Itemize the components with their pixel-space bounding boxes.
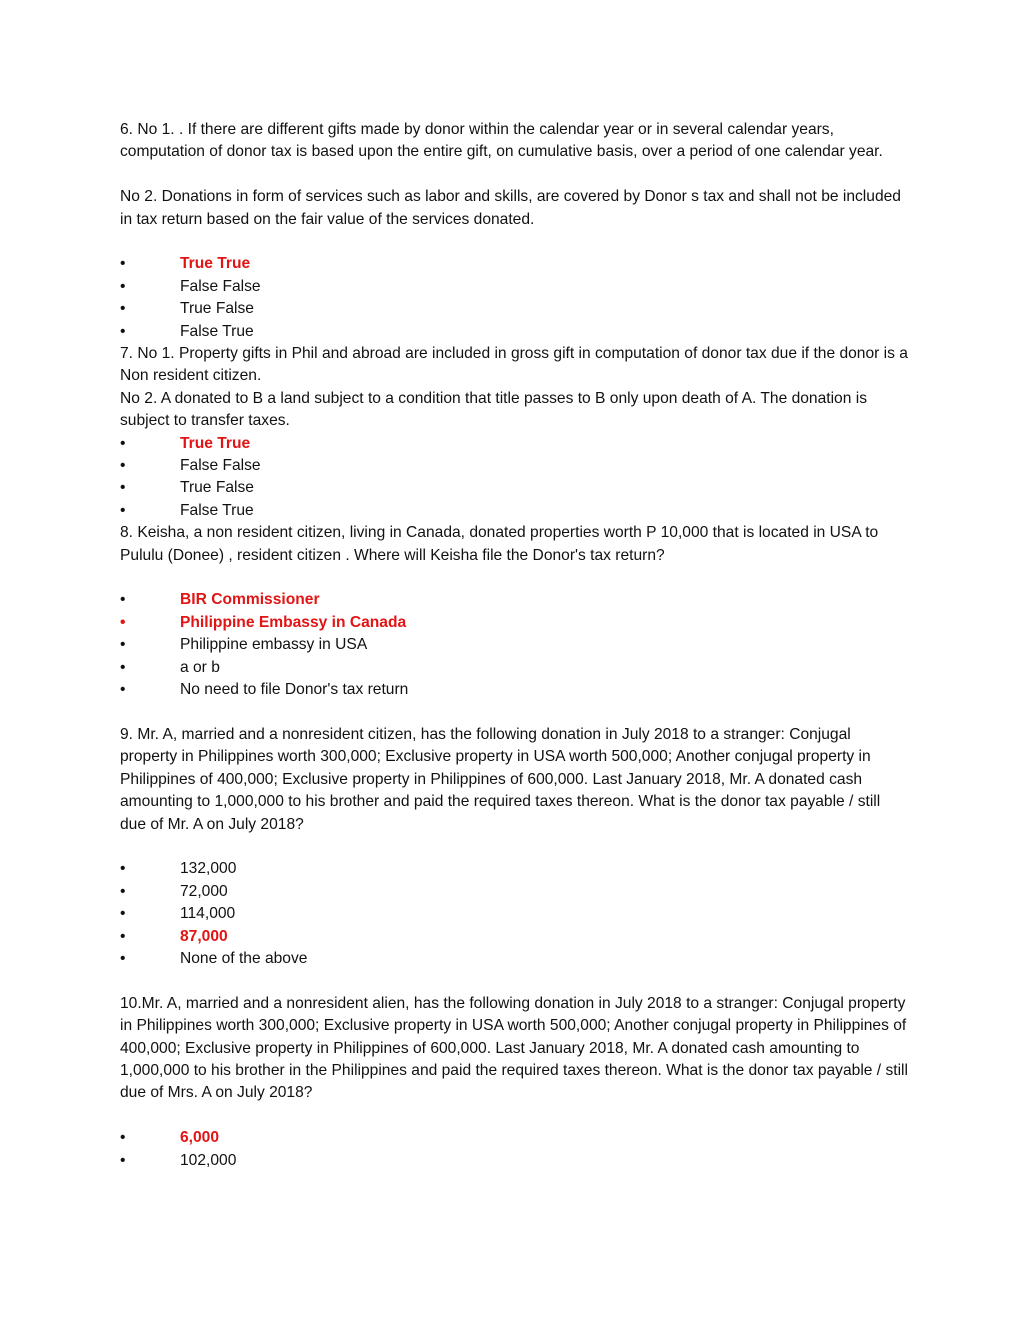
option-item (120, 433, 910, 455)
option-text: No need to file Donor's tax return (180, 681, 409, 699)
bullet: • (120, 949, 126, 967)
option-text: a or b (180, 658, 220, 676)
option-item (120, 321, 910, 343)
option-item (120, 1150, 910, 1172)
question-7-statement-2: No 2. A donated to B a land subject to a condition that title passes to B only upon death of A. The donation is subject to transfer taxes. (120, 389, 867, 430)
option-item (120, 612, 910, 634)
option-item (120, 455, 910, 477)
bullet: • (120, 479, 126, 497)
option-text: False False (180, 277, 261, 295)
bullet: • (120, 927, 126, 945)
option-text: False True (180, 501, 254, 519)
option-text: Philippine embassy in USA (180, 636, 368, 654)
bullet: • (120, 882, 126, 900)
option-text-correct: 6,000 (180, 1129, 220, 1147)
bullet: • (120, 255, 126, 273)
option-text-correct: Philippine Embassy in Canada (180, 613, 407, 631)
bullet: • (120, 501, 126, 519)
option-item (120, 679, 910, 701)
option-text: False True (180, 322, 254, 340)
option-text: False False (180, 457, 261, 475)
option-item (120, 858, 910, 880)
option-item (120, 253, 910, 275)
bullet: • (120, 613, 126, 631)
option-item (120, 477, 910, 499)
option-item (120, 589, 910, 611)
question-10-text: 10.Mr. A, married and a nonresident alien, has the following donation in July 2018 to a stranger: Conjugal property in Philippines worth 300,000; Exclusive property in USA worth 500,000; Another conjugal property in Philippines of 400,000; Exclusive property in Philippines of 600,000. Last January 2018, Mr. A donated cash amounting to 1,000,000 to his brother in the Philippines and paid the required taxes thereon. What is the donor tax payable / still due of Mrs. A on July 2018? (120, 994, 908, 1102)
question-6-statement-2: No 2. Donations in form of services such as labor and skills, are covered by Donor s tax and shall not be included in tax return based on the fair value of the services donated. (120, 188, 901, 228)
option-item (120, 1127, 910, 1149)
option-item (120, 948, 910, 970)
question-7-statement-1: 7. No 1. Property gifts in Phil and abroad are included in gross gift in computation of donor tax due if the donor is a Non resident citizen. (120, 345, 908, 385)
option-text-correct: True True (180, 255, 251, 273)
question-6-statement-1: 6. No 1. . If there are different gifts made by donor within the calendar year or in several calendar years, computation of donor tax is based upon the entire gift, on cumulative basis, over a period of one calendar year. (120, 121, 883, 161)
option-item (120, 657, 910, 679)
option-text: 114,000 (180, 905, 236, 923)
option-text: 132,000 (180, 860, 237, 878)
bullet: • (120, 636, 126, 654)
bullet: • (120, 277, 126, 295)
option-item (120, 276, 910, 298)
option-text: 102,000 (180, 1151, 237, 1169)
option-item (120, 634, 910, 656)
question-8-text: 8. Keisha, a non resident citizen, living in Canada, donated properties worth P 10,000 that is located in USA to Pululu (Donee) , resident citizen . Where will Keisha file the Donor's tax return? (120, 524, 879, 564)
bullet: • (120, 905, 126, 923)
option-item (120, 298, 910, 320)
bullet: • (120, 457, 126, 475)
bullet: • (120, 1129, 126, 1147)
option-item (120, 881, 910, 903)
bullet: • (120, 860, 126, 878)
option-item (120, 926, 910, 948)
bullet: • (120, 434, 126, 452)
bullet: • (120, 681, 126, 699)
bullet: • (120, 1151, 126, 1169)
option-text: True False (180, 300, 254, 318)
option-item (120, 500, 910, 522)
document-page (120, 119, 910, 1172)
bullet: • (120, 591, 126, 609)
bullet: • (120, 300, 126, 318)
option-text: True False (180, 479, 254, 497)
bullet: • (120, 322, 126, 340)
option-text: 72,000 (180, 882, 228, 900)
option-text-correct: True True (180, 434, 251, 452)
option-item (120, 903, 910, 925)
option-text-correct: BIR Commissioner (180, 591, 320, 609)
bullet: • (120, 658, 126, 676)
question-9-text: 9. Mr. A, married and a nonresident citizen, has the following donation in July 2018 to a stranger: Conjugal property in Philippines worth 300,000; Exclusive property in USA worth 500,000; Another conjugal property in Philippines of 400,000; Exclusive property in Philippines of 600,000. Last January 2018, Mr. A donated cash amounting to 1,000,000 to his brother and paid the required taxes thereon. What is the donor tax payable / still due of Mr. A on July 2018? (120, 725, 881, 833)
option-text-correct: 87,000 (180, 927, 228, 945)
option-text: None of the above (180, 949, 308, 967)
